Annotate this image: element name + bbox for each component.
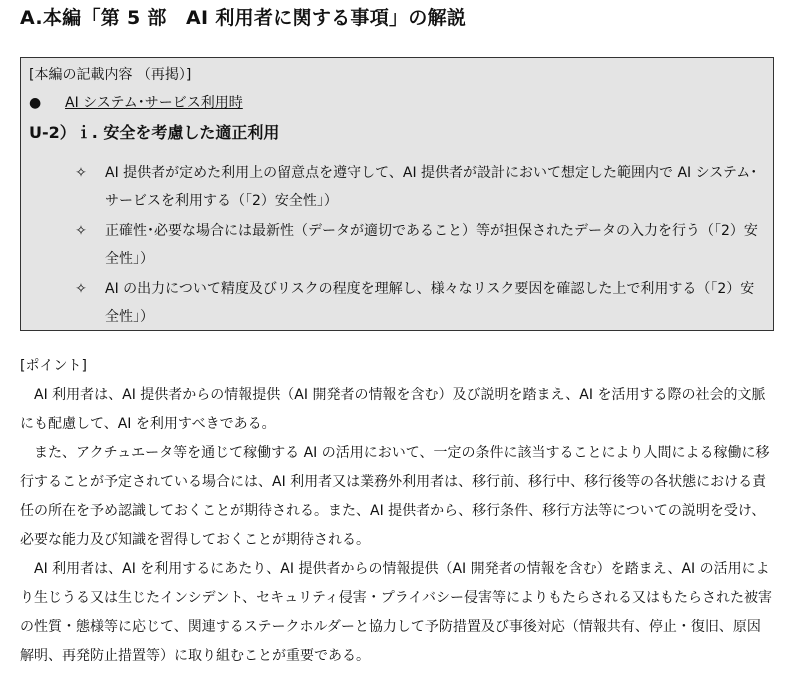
- diamond-icon: ✧: [75, 281, 87, 297]
- bullet-item: [29, 92, 243, 114]
- diamond-icon: ✧: [75, 165, 87, 181]
- list-item: [75, 275, 765, 331]
- points-header: [ポイント]: [20, 358, 87, 374]
- reprint-box: [20, 57, 774, 331]
- box-header: [本編の記載内容 （再掲）]: [29, 67, 192, 83]
- page-title: A.本編「第 5 部 AI 利用者に関する事項」の解説: [20, 7, 467, 29]
- list-item: [75, 217, 765, 273]
- section-title: U-2）ｉ. 安全を考慮した適正利用: [29, 123, 280, 142]
- paragraph: AI 利用者は、AI を利用するにあたり、AI 提供者からの情報提供（AI 開発者の情報を含む）を踏まえ、AI の活用により生じうる又は生じたインシデント、セキュリティ侵害・プライバシー侵害等によりもたらされる又はもたらされた被害の性質・態様等に応じて、関連するステークホルダーと協力して予防措置及び事後対応（情報共有、停止・復旧、原因解明、再発防止措置等）に取り組むことが重要である。: [20, 561, 773, 664]
- bullet-text: AI システム･サービス利用時: [65, 95, 243, 111]
- diamond-icon: ✧: [75, 223, 87, 239]
- bullet-icon: ●: [29, 95, 42, 111]
- list-item: [75, 159, 765, 215]
- paragraph: AI 利用者は、AI 提供者からの情報提供（AI 開発者の情報を含む）及び説明を踏まえ、AI を活用する際の社会的文脈にも配慮して、AI を利用すべきである。: [20, 387, 766, 432]
- list-item-text: 正確性･必要な場合には最新性（データが適切であること）等が担保されたデータの入力を行う（「2）安全性」）: [105, 223, 758, 267]
- paragraph: また、アクチュエータ等を通じて稼働する AI の活用において、一定の条件に該当することにより人間による稼働に移行することが予定されている場合には、AI 利用者又は業務外利用者は、移行前、移行中、移行後等の各状態における責任の所在を予め認識しておくことが期待される。また、AI 提供者から、移行条件、移行方法等についての説明を受け、必要な能力及び知識を習得しておくことが期待される。: [20, 445, 770, 548]
- list-item-text: AI 提供者が定めた利用上の留意点を遵守して、AI 提供者が設計において想定した範囲内で AI システム･サービスを利用する（「2）安全性」）: [105, 165, 758, 209]
- list-item-text: AI の出力について精度及びリスクの程度を理解し、様々なリスク要因を確認した上で利用する（「2）安全性」）: [105, 281, 755, 325]
